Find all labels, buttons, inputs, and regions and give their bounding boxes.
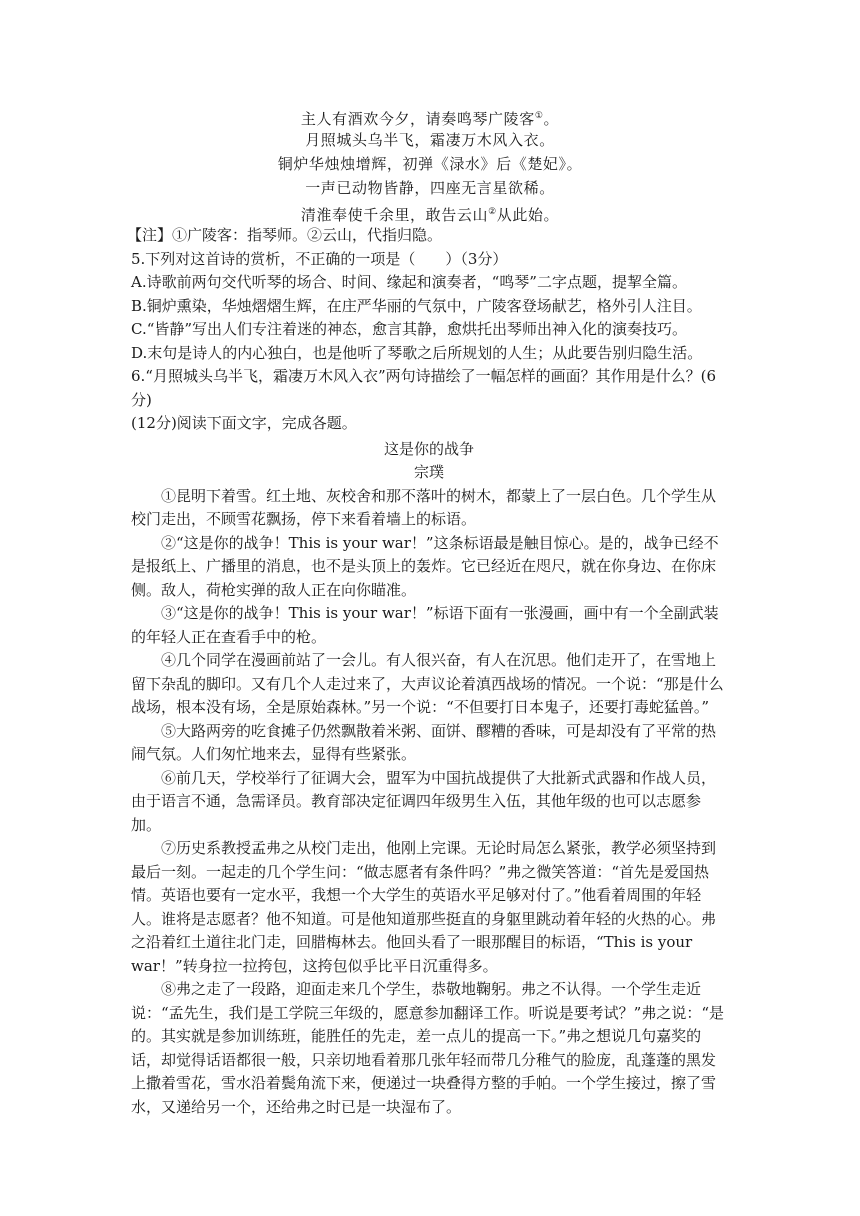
poem	[0, 104, 860, 224]
article-title: 这是你的战争	[383, 439, 474, 458]
article-paragraph-8: ⑧弗之走了一段路，迎面走来几个学生，恭敬地鞠躬。弗之不认得。一个学生走近说：“孟先生，我们是工学院三年级的，愿意参加翻译工作。听说是要考试？”弗之说：“是的。其实就是参加训练班，能胜任的先走，差一点儿的提高一下。”弗之想说几句嘉奖的话，却觉得话语都很一般，只亲切地看着那几张年轻而带几分稚气的脸庞，乱蓬蓬的黑发上撒着雪花，雪水沿着鬓角流下来，便递过一块叠得方整的手帕。一个学生接过，擦了雪水，又递给另一个，还给弗之时已是一块湿布了。	[131, 980, 725, 1116]
question-5-option-a: A.诗歌前两句交代听琴的场合、时间、缘起和演奏者，“鸣琴”二字点题，提挈全篇。	[131, 273, 687, 291]
poem-line-3: 铜炉华烛烛增辉，初弹《渌水》后《楚妃》。	[277, 155, 583, 173]
footnote-marker-2: ②	[488, 207, 497, 217]
article-paragraph-4: ④几个同学在漫画前站了一会儿。有人很兴奋，有人在沉思。他们走开了，在雪地上留下杂乱的脚印。又有几个人走过来了，大声议论着滇西战场的情况。一个说：“那是什么战场，根本没有场，全是原始森林。”另一个说：“不但要打日本鬼子，还要打毒蛇猛兽。”	[131, 651, 724, 716]
article-paragraph-3: ③“这是你的战争！This is your war！”标语下面有一张漫画，画中有一个全副武装的年轻人正在查看手中的枪。	[131, 604, 719, 646]
poem-line-5-end: 从此始。	[496, 206, 560, 224]
article-author: 宗璞	[413, 463, 444, 481]
poem-line-1-end: 。	[543, 110, 560, 128]
reading-intro: (12分)阅读下面文字，完成各题。	[131, 414, 357, 432]
article-paragraph-7: ⑦历史系教授孟弗之从校门走出，他刚上完课。无论时局怎么紧张，教学必须坚持到最后一刻。一起走的几个学生问：“做志愿者有条件吗？”弗之微笑答道：“首先是爱国热情。英语也要有一定水平，我想一个大学生的英语水平足够对付了。”他看着周围的年轻人。谁将是志愿者？他不知道。可是他知道那些挺直的身躯里跳动着年轻的火热的心。弗之沿着红土道往北门走，回腊梅林去。他回头看了一眼那醒目的标语，“This is your war！”转身拉一拉挎包，这挎包似乎比平日沉重得多。	[131, 839, 717, 975]
poem-line-1	[0, 104, 860, 128]
poem-line-5-text: 清淮奉使千余里，敢告云山	[300, 206, 489, 224]
question-5-stem: 5.下列对这首诗的赏析，不正确的一项是（ ）（3分）	[131, 249, 508, 268]
article-paragraph-1: ①昆明下着雪。红土地、灰校舍和那不落叶的树木，都蒙上了一层白色。几个学生从校门走出，不顾雪花飘扬，停下来看着墙上的标语。	[131, 486, 717, 528]
article-paragraph-6: ⑥前几天，学校举行了征调大会，盟军为中国抗战提供了大批新式武器和作战人员，由于语言不通，急需译员。教育部决定征调四年级男生入伍，其他年级的也可以志愿参加。	[131, 768, 717, 834]
document-body	[127, 224, 727, 1119]
article-paragraph-2: ②“这是你的战争！This is your war！”这条标语最是触目惊心。是的，战争已经不是报纸上、广播里的消息，也不是头顶上的轰炸。它已经近在咫尺，就在你身边、在你床侧。敌人，荷枪实弹的敌人正在向你瞄准。	[131, 533, 719, 599]
question-5-option-c: C.“皆静”写出人们专注着迷的神态，愈言其静，愈烘托出琴师出神入化的演奏技巧。	[131, 320, 688, 338]
article-paragraph-5: ⑤大路两旁的吃食摊子仍然飘散着米粥、面饼、醪糟的香味，可是却没有了平常的热闹气氛。人们匆忙地来去，显得有些紧张。	[131, 721, 717, 763]
question-5-option-d: D.末句是诗人的内心独白，也是他听了琴歌之后所规划的人生；从此要告别归隐生活。	[131, 343, 703, 362]
poem-line-4: 一声已动物皆静，四座无言星欲稀。	[305, 179, 555, 197]
poem-line-1-text: 主人有酒欢今夕，请奏鸣琴广陵客	[300, 110, 535, 128]
poem-note: 【注】①广陵客：指琴师。②云山，代指归隐。	[127, 226, 443, 244]
poem-line-2: 月照城头乌半飞，霜凄万木风入衣。	[305, 131, 555, 149]
question-6: 6.“月照城头乌半飞，霜凄万木风入衣”两句诗描绘了一幅怎样的画面？其作用是什么？(6分)	[131, 367, 717, 409]
poem-line-5	[0, 200, 860, 224]
question-5-option-b: B.铜炉熏染，华烛熠熠生辉，在庄严华丽的气氛中，广陵客登场献艺，格外引人注目。	[131, 296, 702, 315]
footnote-marker-1: ①	[534, 111, 544, 121]
